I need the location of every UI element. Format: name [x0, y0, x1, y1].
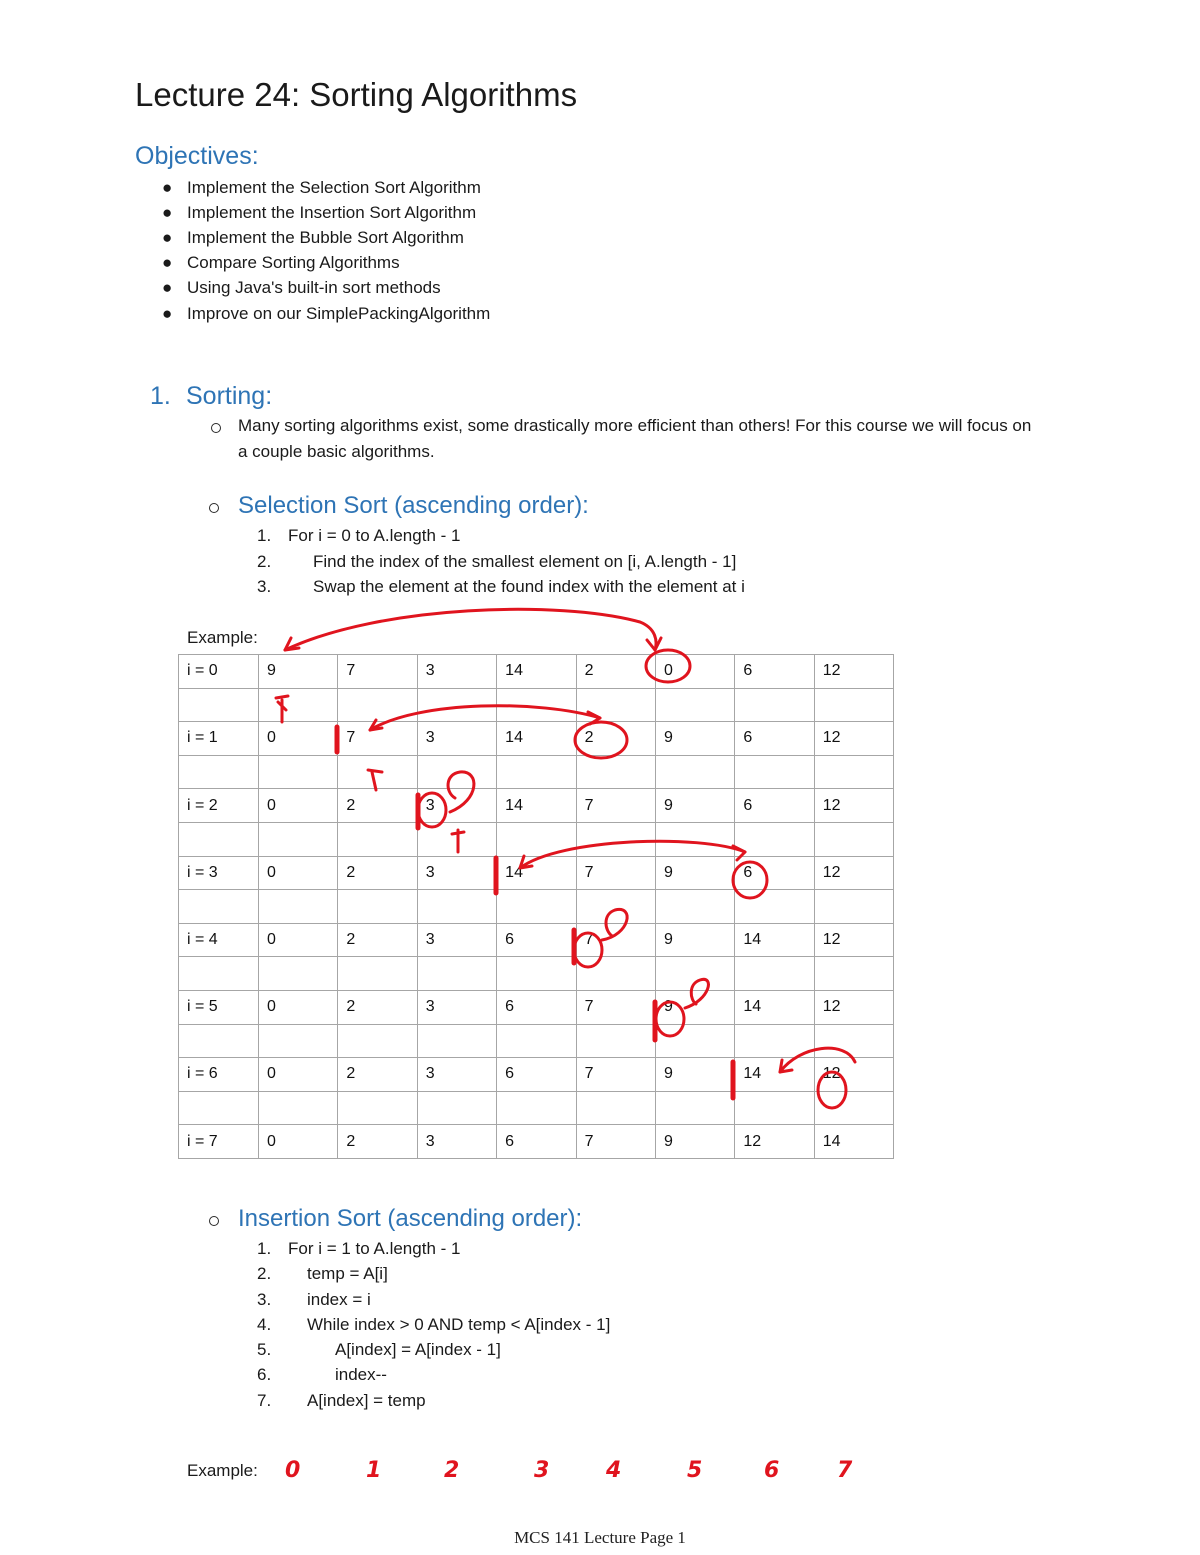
value-cell [417, 1024, 496, 1058]
step-text: index = i [307, 1290, 371, 1309]
value-cell [655, 755, 734, 789]
value-cell [417, 890, 496, 924]
value-cell: 14 [497, 789, 576, 823]
value-cell [655, 957, 734, 991]
value-cell: 2 [338, 856, 417, 890]
table-row [179, 957, 894, 991]
row-label-cell [179, 890, 259, 924]
value-cell: 7 [576, 1125, 655, 1159]
value-cell: 6 [497, 1125, 576, 1159]
row-label-cell: i = 3 [179, 856, 259, 890]
value-cell [655, 890, 734, 924]
table-row [179, 990, 894, 1024]
handwritten-index: 3 [534, 1458, 550, 1483]
value-cell: 14 [735, 1058, 814, 1092]
step-text: While index > 0 AND temp < A[index - 1] [307, 1315, 611, 1334]
table-row [179, 923, 894, 957]
value-cell: 14 [735, 990, 814, 1024]
row-label-cell [179, 1091, 259, 1125]
value-cell [259, 957, 338, 991]
table-row [179, 655, 894, 689]
section-number: 1. [150, 382, 171, 410]
objective-item: Implement the Insertion Sort Algorithm [187, 203, 477, 222]
value-cell [735, 1091, 814, 1125]
value-cell [338, 688, 417, 722]
row-label-cell: i = 1 [179, 722, 259, 756]
handwritten-index: 0 [285, 1458, 301, 1483]
value-cell [417, 1091, 496, 1125]
handwritten-index: 5 [687, 1458, 703, 1483]
value-cell: 9 [655, 1058, 734, 1092]
value-cell: 9 [655, 722, 734, 756]
selection-sort-heading: Selection Sort (ascending order): [238, 492, 589, 519]
value-cell [735, 957, 814, 991]
table-row [179, 1058, 894, 1092]
objectives-heading: Objectives: [135, 142, 259, 170]
value-cell: 3 [417, 722, 496, 756]
value-cell [576, 890, 655, 924]
arrowhead [285, 638, 299, 650]
table-row [179, 722, 894, 756]
sorting-heading: Sorting: [186, 382, 273, 410]
step-number: 2. [257, 1264, 272, 1283]
row-label-cell: i = 2 [179, 789, 259, 823]
value-cell: 2 [338, 789, 417, 823]
value-cell: 2 [576, 722, 655, 756]
value-cell [576, 755, 655, 789]
row-label-cell [179, 957, 259, 991]
page-footer: MCS 141 Lecture Page 1 [514, 1528, 686, 1547]
value-cell: 0 [259, 990, 338, 1024]
value-cell [735, 755, 814, 789]
arrowhead [647, 638, 661, 650]
value-cell [417, 755, 496, 789]
value-cell: 12 [814, 655, 893, 689]
step-text: For i = 1 to A.length - 1 [288, 1239, 461, 1258]
step-text: Find the index of the smallest element on [i, A.length - 1] [313, 552, 737, 571]
objective-item: Improve on our SimplePackingAlgorithm [187, 304, 491, 323]
objective-item: Implement the Bubble Sort Algorithm [187, 228, 464, 247]
value-cell [259, 890, 338, 924]
value-cell [417, 822, 496, 856]
value-cell: 12 [814, 789, 893, 823]
objective-item: Compare Sorting Algorithms [187, 253, 400, 272]
value-cell [576, 1024, 655, 1058]
value-cell [259, 822, 338, 856]
value-cell [338, 755, 417, 789]
value-cell [814, 755, 893, 789]
value-cell [814, 688, 893, 722]
table-row [179, 755, 894, 789]
table-row [179, 822, 894, 856]
value-cell: 14 [814, 1125, 893, 1159]
circle-bullet-icon [209, 503, 219, 513]
bullet-icon: ● [162, 203, 173, 222]
value-cell: 12 [814, 923, 893, 957]
value-cell: 9 [655, 923, 734, 957]
value-cell: 0 [259, 1125, 338, 1159]
step-number: 7. [257, 1391, 272, 1410]
value-cell [338, 822, 417, 856]
example-label: Example: [187, 1461, 258, 1480]
value-cell [735, 890, 814, 924]
value-cell: 9 [655, 789, 734, 823]
value-cell: 14 [497, 856, 576, 890]
value-cell [655, 1091, 734, 1125]
value-cell: 9 [259, 655, 338, 689]
bullet-icon: ● [162, 278, 173, 297]
value-cell [338, 1024, 417, 1058]
value-cell: 2 [338, 990, 417, 1024]
value-cell: 6 [735, 789, 814, 823]
table-row [179, 789, 894, 823]
sorting-text-line1: Many sorting algorithms exist, some drastically more efficient than others! For this course we will focus on [238, 416, 1032, 435]
selection-example-table [178, 654, 894, 1159]
value-cell [576, 1091, 655, 1125]
value-cell: 6 [735, 655, 814, 689]
step-text: A[index] = A[index - 1] [335, 1340, 501, 1359]
step-number: 2. [257, 552, 272, 571]
value-cell: 3 [417, 1058, 496, 1092]
row-label-cell [179, 822, 259, 856]
step-text: temp = A[i] [307, 1264, 388, 1283]
step-text: index-- [335, 1365, 387, 1384]
handwritten-index: 1 [366, 1458, 382, 1483]
value-cell [497, 1091, 576, 1125]
value-cell: 2 [338, 1125, 417, 1159]
step-text: A[index] = temp [307, 1391, 426, 1410]
value-cell: 9 [655, 1125, 734, 1159]
bullet-icon: ● [162, 304, 173, 323]
bullet-icon: ● [162, 228, 173, 247]
step-text: Swap the element at the found index with the element at i [313, 577, 745, 596]
value-cell [576, 957, 655, 991]
value-cell [259, 755, 338, 789]
value-cell: 3 [417, 923, 496, 957]
row-label-cell: i = 7 [179, 1125, 259, 1159]
value-cell: 14 [497, 655, 576, 689]
page-title: Lecture 24: Sorting Algorithms [135, 76, 578, 113]
value-cell [655, 688, 734, 722]
value-cell: 12 [814, 856, 893, 890]
swap-arrow [285, 609, 656, 650]
handwritten-index: 4 [606, 1458, 622, 1483]
value-cell [576, 688, 655, 722]
value-cell [259, 1091, 338, 1125]
table-row [179, 856, 894, 890]
value-cell [814, 1091, 893, 1125]
value-cell [497, 688, 576, 722]
value-cell: 0 [259, 1058, 338, 1092]
row-label-cell [179, 1024, 259, 1058]
value-cell [497, 957, 576, 991]
value-cell [259, 688, 338, 722]
value-cell [735, 1024, 814, 1058]
value-cell [814, 1024, 893, 1058]
row-label-cell [179, 755, 259, 789]
value-cell: 9 [655, 990, 734, 1024]
bullet-icon: ● [162, 253, 173, 272]
circle-bullet-icon [211, 423, 221, 433]
value-cell: 12 [814, 990, 893, 1024]
value-cell: 3 [417, 990, 496, 1024]
row-label-cell [179, 688, 259, 722]
value-cell: 0 [655, 655, 734, 689]
value-cell: 0 [259, 789, 338, 823]
objective-item: Implement the Selection Sort Algorithm [187, 178, 481, 197]
step-number: 1. [257, 1239, 272, 1258]
value-cell [814, 957, 893, 991]
handwritten-index: 2 [444, 1458, 460, 1483]
value-cell: 12 [735, 1125, 814, 1159]
table-row [179, 890, 894, 924]
value-cell: 7 [576, 1058, 655, 1092]
value-cell: 12 [814, 1058, 893, 1092]
value-cell: 6 [497, 1058, 576, 1092]
value-cell: 7 [338, 655, 417, 689]
table-row [179, 688, 894, 722]
value-cell: 6 [735, 722, 814, 756]
value-cell: 3 [417, 789, 496, 823]
value-cell: 0 [259, 923, 338, 957]
circle-bullet-icon [209, 1216, 219, 1226]
handwritten-index: 7 [837, 1458, 853, 1483]
value-cell [735, 822, 814, 856]
value-cell: 6 [497, 923, 576, 957]
value-cell [338, 890, 417, 924]
handwritten-index: 6 [764, 1458, 780, 1483]
value-cell [497, 755, 576, 789]
value-cell: 2 [338, 923, 417, 957]
step-number: 3. [257, 577, 272, 596]
value-cell [497, 890, 576, 924]
value-cell: 14 [735, 923, 814, 957]
value-cell: 7 [576, 856, 655, 890]
value-cell: 6 [497, 990, 576, 1024]
value-cell [417, 688, 496, 722]
insertion-sort-heading: Insertion Sort (ascending order): [238, 1205, 583, 1232]
value-cell: 12 [814, 722, 893, 756]
value-cell [814, 890, 893, 924]
value-cell: 7 [576, 923, 655, 957]
objective-item: Using Java's built-in sort methods [187, 278, 441, 297]
value-cell: 3 [417, 1125, 496, 1159]
value-cell: 3 [417, 655, 496, 689]
value-cell [338, 957, 417, 991]
value-cell: 2 [576, 655, 655, 689]
table-row [179, 1024, 894, 1058]
row-label-cell: i = 4 [179, 923, 259, 957]
value-cell [655, 1024, 734, 1058]
value-cell: 7 [576, 990, 655, 1024]
table-row [179, 1091, 894, 1125]
step-number: 3. [257, 1290, 272, 1309]
value-cell [735, 688, 814, 722]
value-cell: 2 [338, 1058, 417, 1092]
table-row [179, 1125, 894, 1159]
value-cell [338, 1091, 417, 1125]
value-cell [497, 822, 576, 856]
value-cell [417, 957, 496, 991]
row-label-cell: i = 0 [179, 655, 259, 689]
example-label: Example: [187, 628, 258, 647]
value-cell: 0 [259, 722, 338, 756]
step-number: 1. [257, 526, 272, 545]
value-cell: 14 [497, 722, 576, 756]
value-cell: 7 [576, 789, 655, 823]
value-cell: 9 [655, 856, 734, 890]
row-label-cell: i = 6 [179, 1058, 259, 1092]
value-cell: 7 [338, 722, 417, 756]
step-number: 6. [257, 1365, 272, 1384]
sorting-text-line2: a couple basic algorithms. [238, 442, 435, 461]
value-cell: 0 [259, 856, 338, 890]
value-cell [655, 822, 734, 856]
value-cell [259, 1024, 338, 1058]
step-number: 5. [257, 1340, 272, 1359]
step-number: 4. [257, 1315, 272, 1334]
value-cell [576, 822, 655, 856]
value-cell [497, 1024, 576, 1058]
value-cell [814, 822, 893, 856]
bullet-icon: ● [162, 178, 173, 197]
value-cell: 6 [735, 856, 814, 890]
value-cell: 3 [417, 856, 496, 890]
step-text: For i = 0 to A.length - 1 [288, 526, 461, 545]
row-label-cell: i = 5 [179, 990, 259, 1024]
